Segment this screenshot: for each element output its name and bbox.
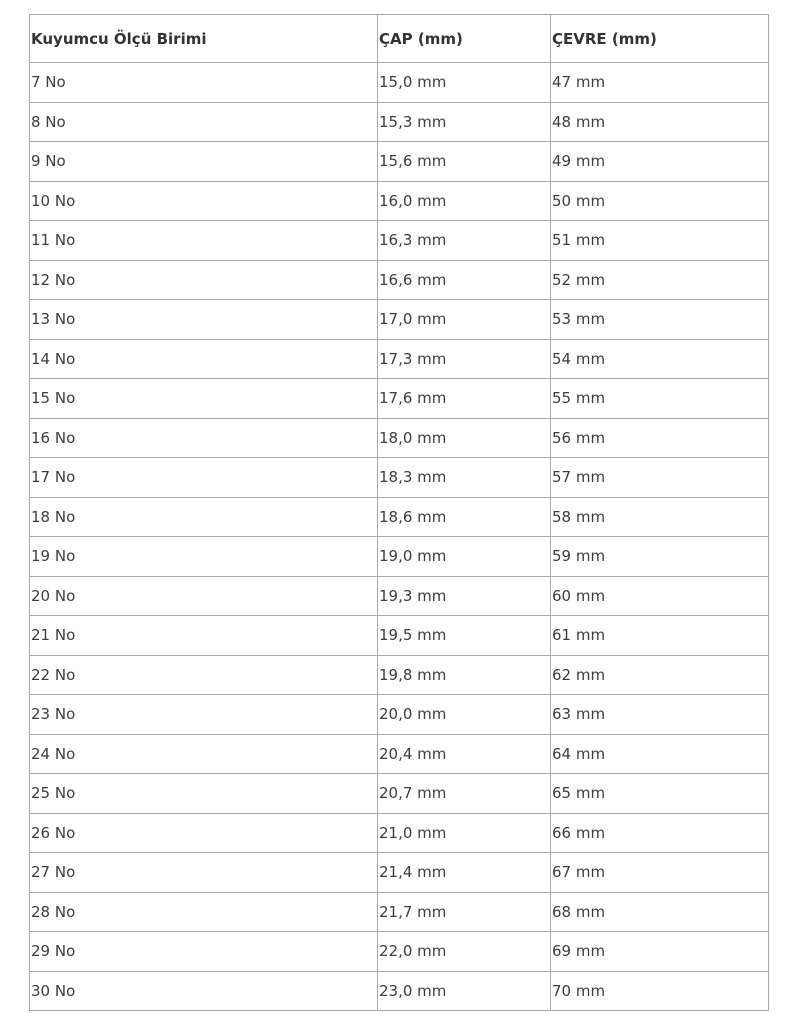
table-row <box>30 932 769 972</box>
size-cell: 12 No <box>30 260 378 300</box>
circumference-cell: 61 mm <box>551 616 769 656</box>
table-row <box>30 102 769 142</box>
table-row <box>30 813 769 853</box>
diameter-cell: 18,3 mm <box>378 458 551 498</box>
table-row <box>30 339 769 379</box>
diameter-cell: 19,0 mm <box>378 537 551 577</box>
table-row <box>30 892 769 932</box>
size-cell: 23 No <box>30 695 378 735</box>
diameter-cell: 23,0 mm <box>378 971 551 1011</box>
circumference-cell: 60 mm <box>551 576 769 616</box>
table-row <box>30 537 769 577</box>
diameter-cell: 19,5 mm <box>378 616 551 656</box>
table-row <box>30 971 769 1011</box>
circumference-cell: 56 mm <box>551 418 769 458</box>
diameter-cell: 17,3 mm <box>378 339 551 379</box>
circumference-cell: 66 mm <box>551 813 769 853</box>
table-row <box>30 576 769 616</box>
table-header-row <box>30 15 769 63</box>
table-row <box>30 63 769 103</box>
table-row <box>30 221 769 261</box>
circumference-cell: 70 mm <box>551 971 769 1011</box>
circumference-cell: 67 mm <box>551 853 769 893</box>
circumference-cell: 64 mm <box>551 734 769 774</box>
circumference-cell: 57 mm <box>551 458 769 498</box>
diameter-cell: 15,6 mm <box>378 142 551 182</box>
circumference-cell: 53 mm <box>551 300 769 340</box>
header-jeweler-size: Kuyumcu Ölçü Birimi <box>30 15 378 63</box>
diameter-cell: 19,8 mm <box>378 655 551 695</box>
circumference-cell: 58 mm <box>551 497 769 537</box>
diameter-cell: 17,6 mm <box>378 379 551 419</box>
size-cell: 21 No <box>30 616 378 656</box>
diameter-cell: 20,7 mm <box>378 774 551 814</box>
diameter-cell: 15,0 mm <box>378 63 551 103</box>
size-cell: 19 No <box>30 537 378 577</box>
table-row <box>30 379 769 419</box>
table-body <box>30 63 769 1011</box>
size-cell: 29 No <box>30 932 378 972</box>
size-cell: 17 No <box>30 458 378 498</box>
size-cell: 14 No <box>30 339 378 379</box>
circumference-cell: 65 mm <box>551 774 769 814</box>
size-cell: 13 No <box>30 300 378 340</box>
size-cell: 30 No <box>30 971 378 1011</box>
circumference-cell: 49 mm <box>551 142 769 182</box>
header-circumference: ÇEVRE (mm) <box>551 15 769 63</box>
circumference-cell: 63 mm <box>551 695 769 735</box>
diameter-cell: 18,6 mm <box>378 497 551 537</box>
size-cell: 28 No <box>30 892 378 932</box>
size-cell: 24 No <box>30 734 378 774</box>
table-row <box>30 142 769 182</box>
circumference-cell: 52 mm <box>551 260 769 300</box>
table-row <box>30 181 769 221</box>
table-header <box>30 15 769 63</box>
table-row <box>30 458 769 498</box>
diameter-cell: 20,4 mm <box>378 734 551 774</box>
diameter-cell: 16,0 mm <box>378 181 551 221</box>
circumference-cell: 55 mm <box>551 379 769 419</box>
diameter-cell: 21,0 mm <box>378 813 551 853</box>
size-cell: 11 No <box>30 221 378 261</box>
size-cell: 20 No <box>30 576 378 616</box>
size-cell: 10 No <box>30 181 378 221</box>
size-cell: 7 No <box>30 63 378 103</box>
diameter-cell: 16,6 mm <box>378 260 551 300</box>
table-row <box>30 734 769 774</box>
size-cell: 18 No <box>30 497 378 537</box>
circumference-cell: 69 mm <box>551 932 769 972</box>
table-row <box>30 616 769 656</box>
circumference-cell: 51 mm <box>551 221 769 261</box>
cropped-intro-line <box>29 0 449 5</box>
circumference-cell: 50 mm <box>551 181 769 221</box>
size-cell: 26 No <box>30 813 378 853</box>
header-diameter: ÇAP (mm) <box>378 15 551 63</box>
circumference-cell: 47 mm <box>551 63 769 103</box>
table-row <box>30 497 769 537</box>
size-cell: 15 No <box>30 379 378 419</box>
size-cell: 27 No <box>30 853 378 893</box>
table-row <box>30 853 769 893</box>
diameter-cell: 20,0 mm <box>378 695 551 735</box>
diameter-cell: 19,3 mm <box>378 576 551 616</box>
diameter-cell: 22,0 mm <box>378 932 551 972</box>
size-cell: 9 No <box>30 142 378 182</box>
table-row <box>30 655 769 695</box>
diameter-cell: 18,0 mm <box>378 418 551 458</box>
size-cell: 16 No <box>30 418 378 458</box>
circumference-cell: 54 mm <box>551 339 769 379</box>
circumference-cell: 59 mm <box>551 537 769 577</box>
size-cell: 8 No <box>30 102 378 142</box>
ring-size-table <box>29 14 769 1011</box>
table-row <box>30 774 769 814</box>
table-row <box>30 300 769 340</box>
diameter-cell: 16,3 mm <box>378 221 551 261</box>
diameter-cell: 21,7 mm <box>378 892 551 932</box>
table-row <box>30 260 769 300</box>
circumference-cell: 68 mm <box>551 892 769 932</box>
circumference-cell: 48 mm <box>551 102 769 142</box>
table-row <box>30 418 769 458</box>
circumference-cell: 62 mm <box>551 655 769 695</box>
diameter-cell: 15,3 mm <box>378 102 551 142</box>
diameter-cell: 17,0 mm <box>378 300 551 340</box>
size-cell: 25 No <box>30 774 378 814</box>
diameter-cell: 21,4 mm <box>378 853 551 893</box>
cropped-intro-text <box>29 0 449 5</box>
size-cell: 22 No <box>30 655 378 695</box>
table-row <box>30 695 769 735</box>
